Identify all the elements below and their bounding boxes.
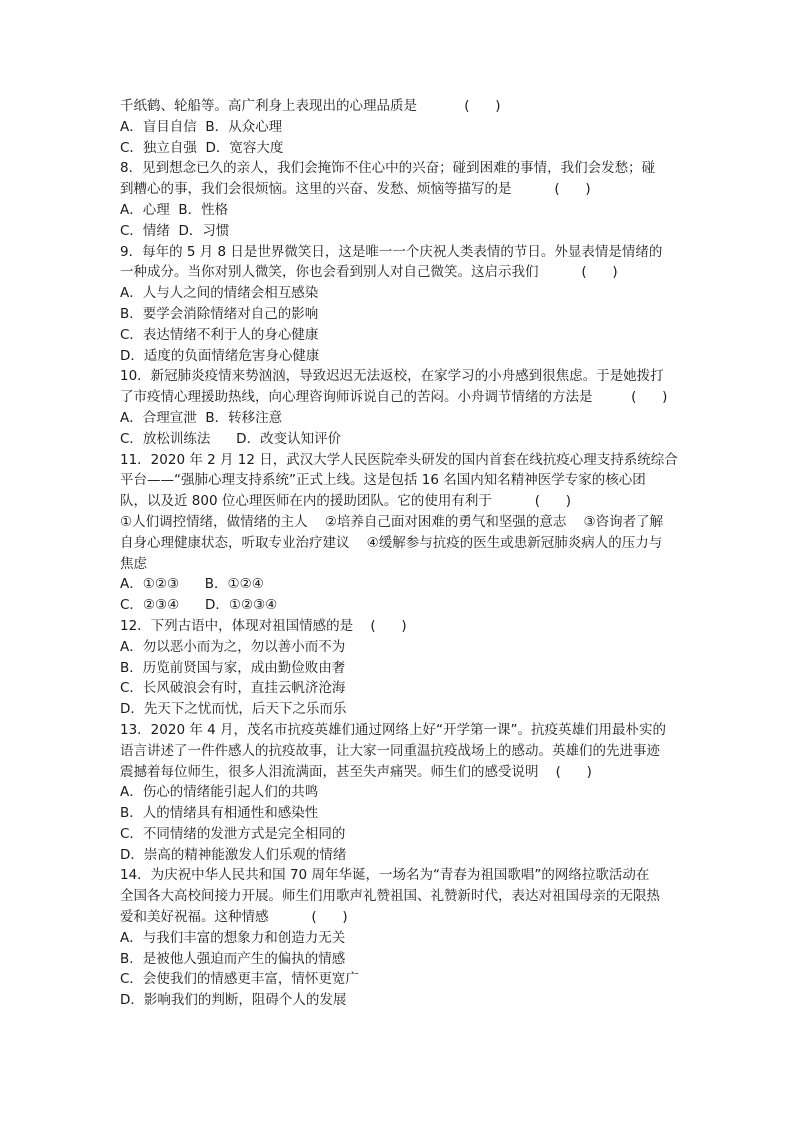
question-9-stem: 一种成分。当你对别人微笑，你也会看到别人对自己微笑。这启示我们 ( ) (120, 264, 618, 281)
question-14-stem: 14．为庆祝中华人民共和国 70 周年华诞，一场名为“青春为祖国歌唱”的网络拉歌活动在 (120, 867, 650, 884)
q7-option-cd: C．独立自强 D．宽容大度 (120, 139, 284, 156)
q9-option-d: D．适度的负面情绪危害身心健康 (120, 347, 320, 364)
q13-option-d: D．崇高的精神能激发人们乐观的情绪 (120, 846, 347, 863)
question-10-stem: 了市疫情心理援助热线，向心理咨询师诉说自己的苦闷。小舟调节情绪的方法是 ( ) (120, 389, 668, 406)
q12-option-d: D．先天下之忧而忧，后天下之乐而乐 (120, 701, 347, 718)
q13-option-a: A．伤心的情绪能引起人们的共鸣 (120, 784, 319, 801)
q9-option-b: B．要学会消除情绪对自己的影响 (120, 305, 319, 322)
q11-statements: 焦虑 (120, 555, 147, 572)
question-14-stem: 全国各大高校间接力开展。师生们用歌声礼赞祖国、礼赞新时代，表达对祖国母亲的无限热 (120, 888, 660, 905)
question-13-stem: 语言讲述了一件件感人的抗疫故事，让大家一同重温抗疫战场上的感动。英雄们的先进事迹 (120, 742, 660, 759)
question-8-stem: 8．见到想念已久的亲人，我们会掩饰不住心中的兴奋；碰到困难的事情，我们会发愁；碰 (120, 160, 656, 177)
q14-option-c: C．会使我们的情感更丰富，情怀更宽广 (120, 971, 359, 988)
q11-statements: 自身心理健康状态，听取专业治疗建议 ④缓解参与抗疫的医生或患新冠肺炎病人的压力与 (120, 534, 663, 551)
q12-option-b: B．历览前贤国与家，成由勤俭败由奢 (120, 659, 346, 676)
q8-option-cd: C．情绪 D．习惯 (120, 222, 230, 239)
q11-option-ab: A．①②③ B．①②④ (120, 576, 264, 593)
q10-option-ab: A．合理宣泄 B．转移注意 (120, 409, 283, 426)
question-12-stem: 12．下列古语中，体现对祖国情感的是 ( ) (120, 617, 407, 634)
question-13-stem: 13．2020 年 4 月，茂名市抗疫英雄们通过网络上好“开学第一课”。抗疫英雄们用最朴实的 (120, 721, 666, 738)
q8-option-ab: A．心理 B．性格 (120, 201, 229, 218)
q12-option-a: A．勿以恶小而为之，勿以善小而不为 (120, 638, 346, 655)
q9-option-a: A．人与人之间的情绪会相互感染 (120, 285, 319, 302)
q9-option-c: C．表达情绪不利于人的身心健康 (120, 326, 319, 343)
q11-option-cd: C．②③④ D．①②③④ (120, 597, 278, 614)
q12-option-c: C．长风破浪会有时，直挂云帆济沧海 (120, 680, 346, 697)
q14-option-a: A．与我们丰富的想象力和创造力无关 (120, 929, 346, 946)
question-11-stem: 队，以及近 800 位心理医师在内的援助团队。它的使用有利于 ( ) (120, 493, 572, 510)
q11-statements: ①人们调控情绪，做情绪的主人 ②培养自己面对困难的勇气和坚强的意志 ③咨询者了解 (120, 513, 664, 530)
q14-option-d: D．影响我们的判断，阻碍个人的发展 (120, 992, 347, 1009)
q13-option-c: C．不同情绪的发泄方式是完全相同的 (120, 825, 346, 842)
question-14-stem: 爱和美好祝福。这种情感 ( ) (120, 909, 348, 926)
q14-option-b: B．是被他人强迫而产生的偏执的情感 (120, 950, 346, 967)
question-13-stem: 震撼着每位师生，很多人泪流满面，甚至失声痛哭。师生们的感受说明 ( ) (120, 763, 592, 780)
q10-option-cd: C．放松训练法 D．改变认知评价 (120, 430, 342, 447)
q7-option-ab: A．盲目自信 B．从众心理 (120, 118, 283, 135)
q13-option-b: B．人的情绪具有相通性和感染性 (120, 805, 319, 822)
question-7-stem-end: 千纸鹤、轮船等。高广利身上表现出的心理品质是 ( ) (120, 98, 501, 114)
question-9-stem: 9．每年的 5 月 8 日是世界微笑日，这是唯一一个庆祝人类表情的节日。外显表情是情绪的 (120, 243, 663, 260)
question-8-stem: 到糟心的事，我们会很烦恼。这里的兴奋、发愁、烦恼等描写的是 ( ) (120, 181, 591, 198)
question-10-stem: 10．新冠肺炎疫情来势汹汹，导致迟迟无法返校，在家学习的小舟感到很焦虑。于是她拨打 (120, 368, 664, 385)
question-11-stem: 11．2020 年 2 月 12 日，武汉大学人民医院牵头研发的国内首套在线抗疫心理支持系统综合 (120, 451, 678, 468)
question-11-stem: 平台——“强肺心理支持系统”正式上线。这是包括 16 名国内知名精神医学专家的核心团 (120, 472, 646, 489)
exam-page (120, 96, 680, 1011)
